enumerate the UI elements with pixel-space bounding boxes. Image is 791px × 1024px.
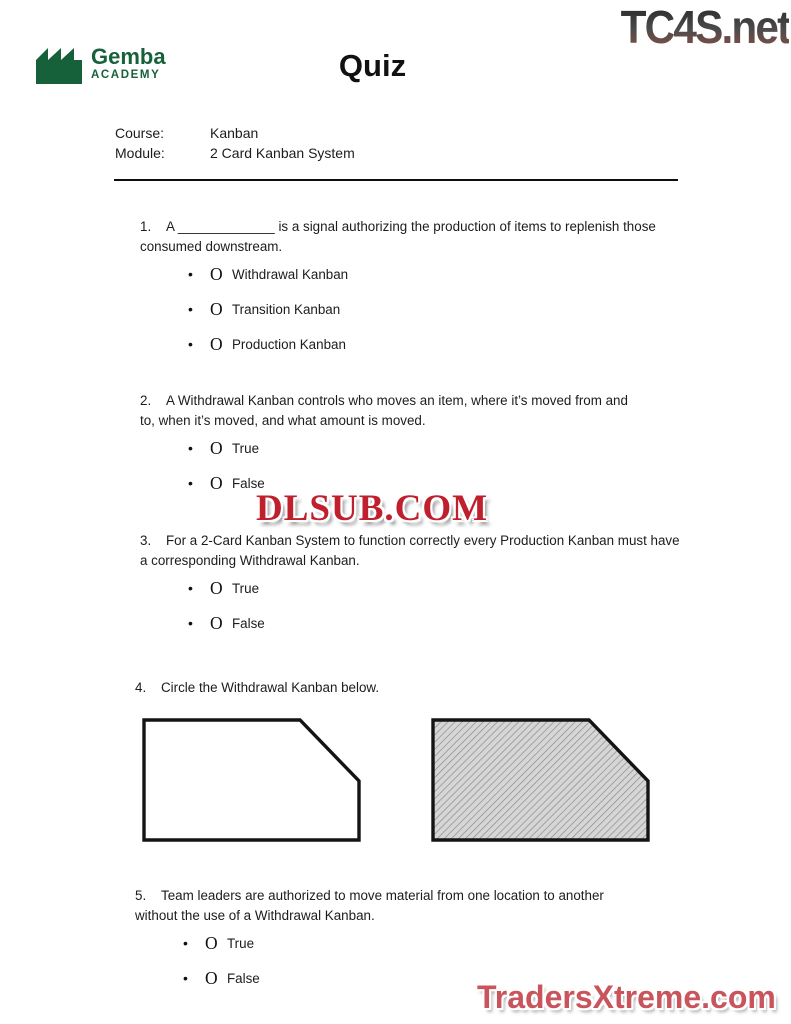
option-true[interactable]: [183, 934, 632, 954]
bullet-icon: •: [183, 970, 188, 987]
bullet-icon: •: [188, 580, 193, 597]
question-3: [140, 531, 688, 649]
option-label: True: [227, 936, 255, 952]
bullet-icon: •: [183, 935, 188, 952]
module-value: 2 Card Kanban System: [210, 145, 355, 161]
course-label: Course:: [115, 125, 165, 141]
option-label: Withdrawal Kanban: [232, 267, 349, 283]
radio-circle-icon: O: [205, 933, 218, 954]
options-list: [188, 439, 640, 494]
question-number: 2.: [140, 393, 152, 408]
option-transition-kanban[interactable]: [188, 300, 660, 320]
question-text: 5. Team leaders are authorized to move material from one location to another without the use of a Withdrawal Kanban.: [135, 888, 604, 923]
radio-circle-icon: O: [210, 578, 223, 599]
radio-circle-icon: O: [210, 299, 223, 320]
question-text: 3. For a 2-Card Kanban System to function correctly every Production Kanban must have a corresponding Withdrawal Kanban.: [140, 533, 680, 568]
option-true[interactable]: [188, 579, 688, 599]
option-label: Production Kanban: [232, 337, 346, 353]
options-list: [188, 579, 688, 634]
course-value: Kanban: [210, 125, 259, 141]
question-text: 2. A Withdrawal Kanban controls who moves an item, where it’s moved from and to, when it’s moved, and what amount is moved.: [140, 393, 628, 428]
bullet-icon: •: [188, 440, 193, 457]
radio-circle-icon: O: [210, 613, 223, 634]
option-label: True: [232, 581, 260, 597]
option-production-kanban[interactable]: [188, 335, 660, 355]
kanban-card-hatched[interactable]: [431, 717, 650, 843]
question-number: 4.: [135, 680, 147, 695]
question-number: 1.: [140, 219, 152, 234]
option-label: Transition Kanban: [232, 302, 341, 318]
watermark-dlsub: DLSUB.COM: [256, 488, 489, 529]
option-label: True: [232, 441, 260, 457]
bullet-icon: •: [188, 266, 193, 283]
bullet-icon: •: [188, 615, 193, 632]
bullet-icon: •: [188, 475, 193, 492]
divider-line: [114, 179, 678, 181]
page-title: Quiz: [338, 48, 407, 83]
question-4: [135, 678, 675, 698]
question-number: 5.: [135, 888, 147, 903]
question-number: 3.: [140, 533, 152, 548]
option-true[interactable]: [188, 439, 640, 459]
radio-circle-icon: O: [210, 473, 223, 494]
option-label: False: [232, 476, 265, 492]
option-label: False: [227, 971, 260, 987]
question-4-shapes: [142, 717, 702, 843]
watermark-tradersxtreme: TradersXtreme.com: [477, 979, 776, 1015]
option-label: False: [232, 616, 265, 632]
course-meta: [115, 123, 355, 163]
bullet-icon: •: [188, 301, 193, 318]
option-withdrawal-kanban[interactable]: [188, 265, 660, 285]
radio-circle-icon: O: [210, 264, 223, 285]
radio-circle-icon: O: [210, 438, 223, 459]
module-row: [115, 143, 355, 163]
radio-circle-icon: O: [205, 968, 218, 989]
logo-name: Gemba: [91, 44, 166, 70]
course-row: [115, 123, 355, 143]
kanban-card-plain[interactable]: [142, 717, 361, 843]
module-label: Module:: [115, 145, 165, 161]
options-list: [188, 265, 660, 355]
logo-subtitle: ACADEMY: [91, 69, 161, 82]
question-1: [140, 217, 660, 370]
question-text: 1. A _____________ is a signal authorizing the production of items to replenish those consumed downstream.: [140, 219, 656, 254]
question-text: 4. Circle the Withdrawal Kanban below.: [135, 678, 675, 698]
radio-circle-icon: O: [210, 334, 223, 355]
bullet-icon: •: [188, 336, 193, 353]
watermark-tc4s: TC4S.net: [620, 1, 789, 53]
option-false[interactable]: [188, 614, 688, 634]
